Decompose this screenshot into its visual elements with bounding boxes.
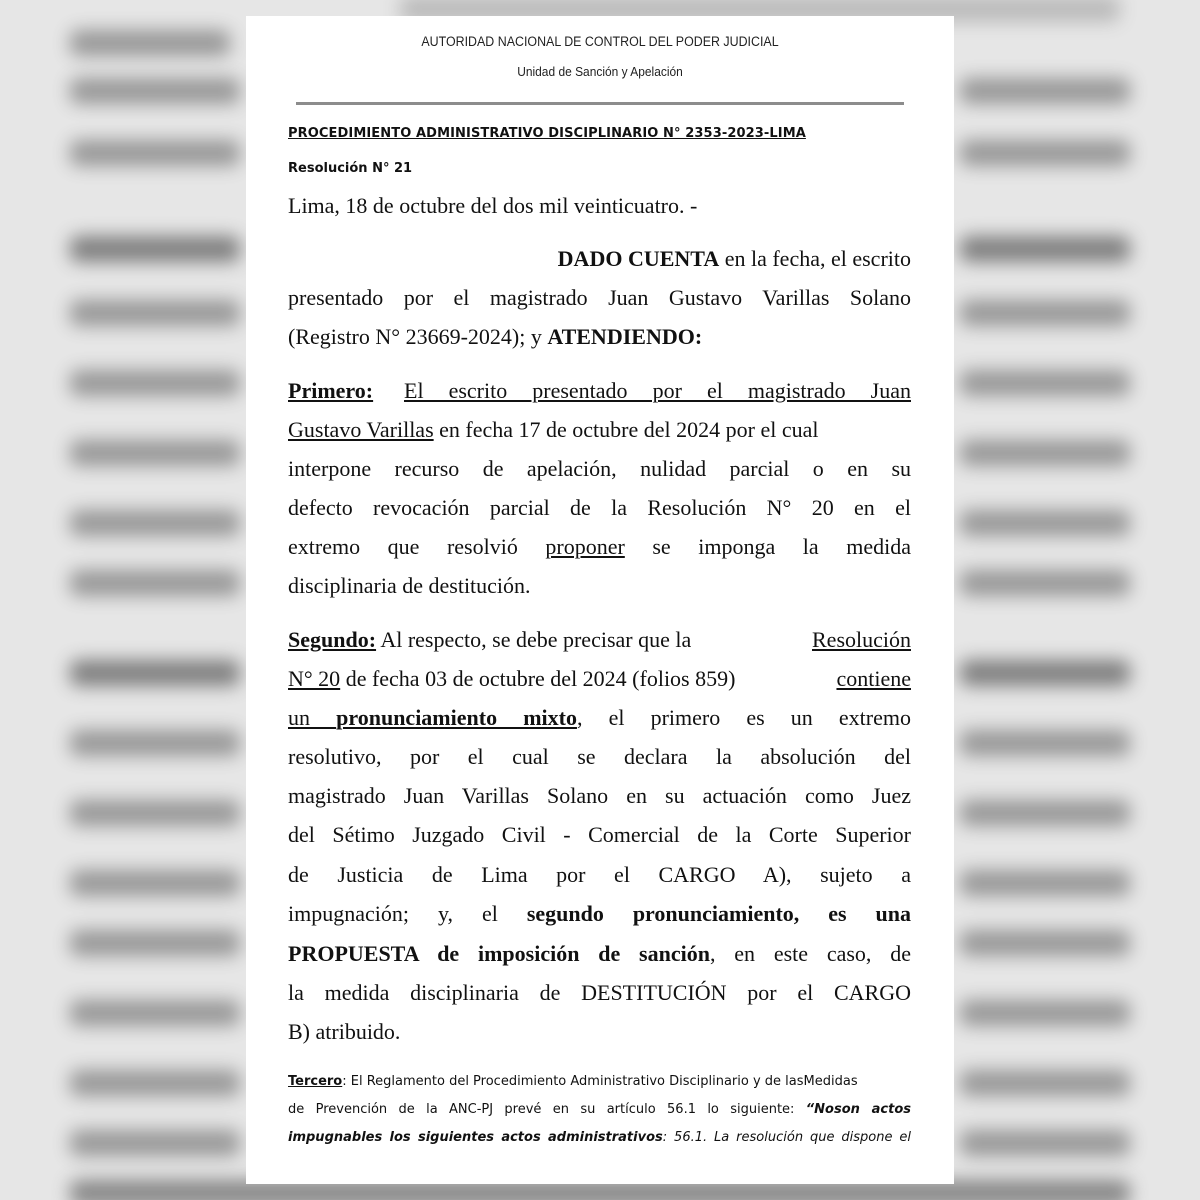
pronunciamiento-mixto: pronunciamiento mixto: [336, 705, 577, 730]
proponer-underlined: proponer: [545, 534, 625, 559]
intro-line-3: [288, 323, 911, 351]
date-line: Lima, 18 de octubre del dos mil veinticuatro. -: [288, 193, 698, 218]
un-underlined: un: [288, 705, 337, 730]
segundo-line-3: [288, 704, 911, 732]
tercero-line-1-text: : El Reglamento del Procedimiento Administrativo Disciplinario y de lasMedidas: [342, 1074, 858, 1089]
document-page: [246, 16, 954, 1184]
unit-header: Unidad de Sanción y Apelación: [517, 64, 683, 79]
primero-line-5-b: se imponga la medida: [652, 534, 911, 559]
segundo-line-8: [288, 900, 911, 928]
segundo-line-9-text: , en este caso, de: [709, 941, 911, 966]
n20-underlined: N° 20: [288, 666, 341, 691]
segundo-line-4: resolutivo, por el cual se declara la absolución del: [288, 744, 911, 769]
contiene-underlined: contiene: [836, 666, 911, 691]
segundo-line-10: la medida disciplinaria de DESTITUCIÓN por el CARGO: [288, 980, 911, 1005]
quote-start: “Noson actos: [805, 1102, 911, 1117]
primero-line-5-a: extremo que resolvió: [288, 534, 546, 559]
dado-cuenta-label: DADO CUENTA: [557, 246, 720, 271]
primero-line-1-text: El escrito presentado por el magistrado Juan: [404, 378, 911, 403]
intro-line-1-text: en la fecha, el escrito: [719, 246, 911, 271]
segundo-line-11: B) atribuido.: [288, 1019, 401, 1044]
segundo-line-1: [288, 626, 911, 654]
segundo-line-3-text: , el primero es un extremo: [576, 705, 911, 730]
resolucion-underlined: Resolución: [812, 627, 911, 652]
segundo-label: Segundo:: [288, 627, 377, 652]
tercero-label: Tercero: [288, 1074, 343, 1089]
primero-label: Primero:: [288, 378, 374, 403]
segundo-line-8-text: impugnación; y, el: [288, 901, 527, 926]
segundo-pronunciamiento-bold: segundo pronunciamiento, es una: [526, 901, 911, 926]
propuesta-bold: PROPUESTA de imposición de sanción: [288, 941, 710, 966]
resolution-number: Resolución N° 21: [288, 161, 413, 176]
header-divider: [296, 102, 904, 105]
primero-line-5: [288, 533, 911, 561]
tercero-line-2: [288, 1100, 911, 1120]
segundo-line-1-text: Al respecto, se debe precisar que la: [376, 627, 692, 652]
intro-line-3-text: (Registro N° 23669-2024); y: [288, 324, 548, 349]
quote-italic: : 56.1. La resolución que dispone el: [662, 1130, 911, 1145]
segundo-line-2: [288, 665, 911, 693]
atendiendo-label: ATENDIENDO:: [547, 324, 703, 349]
segundo-line-6: del Sétimo Juzgado Civil - Comercial de la Corte Superior: [288, 822, 911, 847]
segundo-line-2-text: de fecha 03 de octubre del 2024 (folios 859): [340, 666, 736, 691]
primero-line-2-text: en fecha 17 de octubre del 2024 por el cual: [433, 417, 819, 442]
tercero-line-1: [288, 1072, 911, 1092]
tercero-line-3: [288, 1128, 911, 1148]
primero-line-4: defecto revocación parcial de la Resolución N° 20 en el: [288, 495, 911, 520]
procedure-title: PROCEDIMIENTO ADMINISTRATIVO DISCIPLINARIO N° 2353-2023-LIMA: [288, 126, 806, 141]
tercero-line-2-text: de Prevención de la ANC-PJ prevé en su artículo 56.1 lo siguiente:: [288, 1102, 806, 1117]
segundo-line-9: [288, 940, 911, 968]
primero-line-1: [288, 377, 911, 405]
intro-line-1: [288, 245, 911, 273]
quote-bold: impugnables los siguientes actos administrativos: [288, 1130, 663, 1145]
intro-line-2: presentado por el magistrado Juan Gustavo Varillas Solano: [288, 285, 911, 310]
primero-line-2: [288, 416, 911, 444]
primero-line-6: disciplinaria de destitución.: [288, 573, 531, 598]
segundo-line-7: de Justicia de Lima por el CARGO A), sujeto a: [288, 862, 911, 887]
institution-header: AUTORIDAD NACIONAL DE CONTROL DEL PODER JUDICIAL: [421, 34, 779, 49]
segundo-line-5: magistrado Juan Varillas Solano en su actuación como Juez: [288, 783, 911, 808]
primero-line-2-underlined: Gustavo Varillas: [288, 417, 434, 442]
primero-line-3: interpone recurso de apelación, nulidad parcial o en su: [288, 456, 911, 481]
